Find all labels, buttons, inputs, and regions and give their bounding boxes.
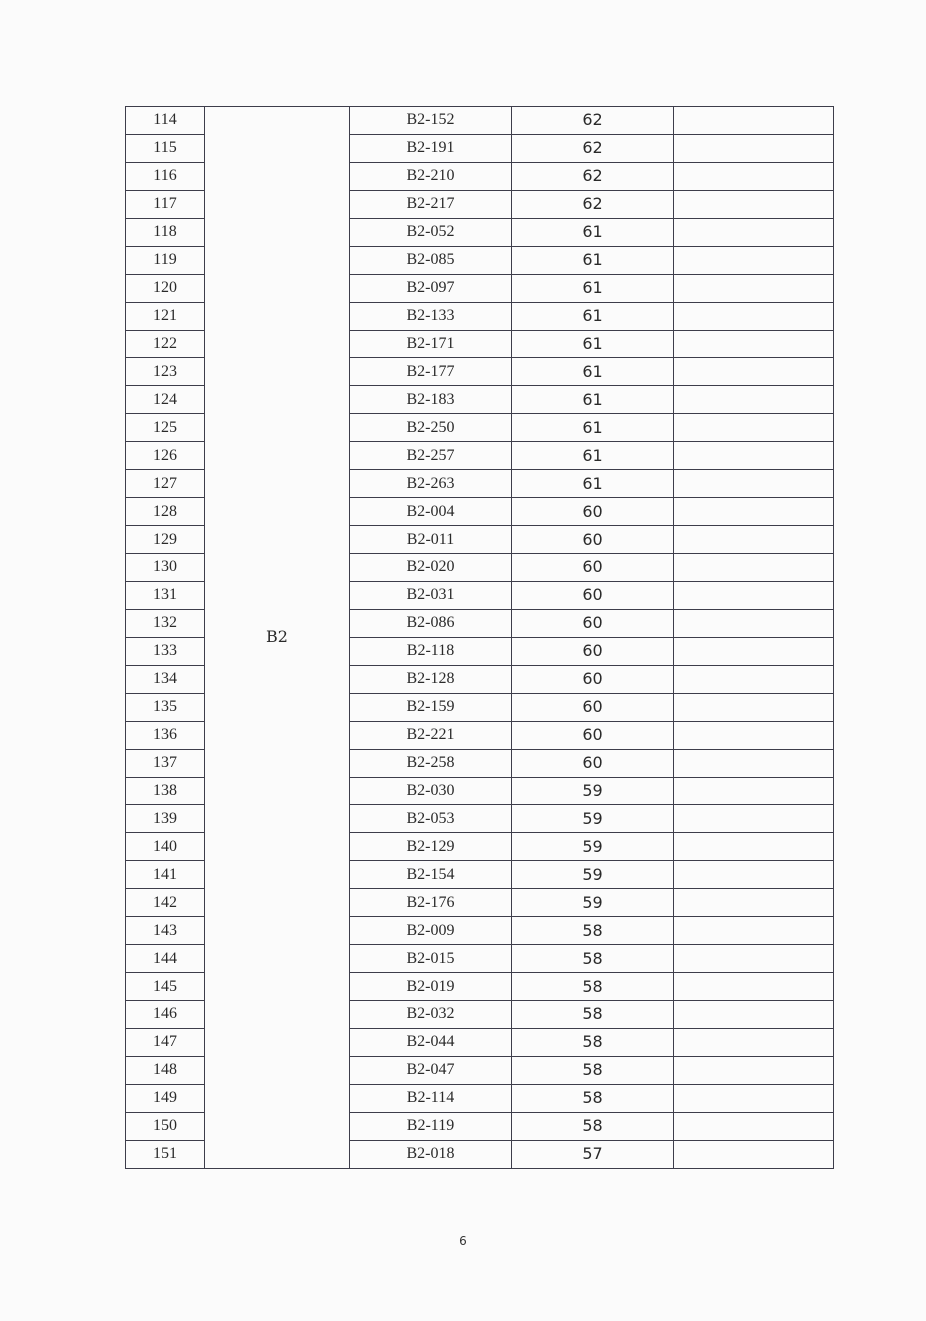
remarks-cell bbox=[674, 526, 834, 554]
row-number-cell: 125 bbox=[126, 414, 205, 442]
row-number-cell: 142 bbox=[126, 889, 205, 917]
candidate-code-cell: B2-019 bbox=[350, 973, 512, 1001]
remarks-cell bbox=[674, 945, 834, 973]
row-number-cell: 149 bbox=[126, 1084, 205, 1112]
candidate-code-cell: B2-030 bbox=[350, 777, 512, 805]
score-cell: 62 bbox=[512, 107, 674, 135]
score-cell: 58 bbox=[512, 973, 674, 1001]
candidate-code-cell: B2-133 bbox=[350, 302, 512, 330]
remarks-cell bbox=[674, 581, 834, 609]
row-number-cell: 138 bbox=[126, 777, 205, 805]
row-number-cell: 124 bbox=[126, 386, 205, 414]
candidate-code-cell: B2-258 bbox=[350, 749, 512, 777]
remarks-cell bbox=[674, 1140, 834, 1168]
row-number-cell: 143 bbox=[126, 917, 205, 945]
row-number-cell: 140 bbox=[126, 833, 205, 861]
candidate-code-cell: B2-250 bbox=[350, 414, 512, 442]
remarks-cell bbox=[674, 721, 834, 749]
score-cell: 58 bbox=[512, 1028, 674, 1056]
candidate-code-cell: B2-118 bbox=[350, 637, 512, 665]
score-cell: 58 bbox=[512, 945, 674, 973]
candidate-code-cell: B2-176 bbox=[350, 889, 512, 917]
remarks-cell bbox=[674, 302, 834, 330]
remarks-cell bbox=[674, 833, 834, 861]
remarks-cell bbox=[674, 442, 834, 470]
candidate-code-cell: B2-044 bbox=[350, 1028, 512, 1056]
row-number-cell: 144 bbox=[126, 945, 205, 973]
score-cell: 61 bbox=[512, 414, 674, 442]
score-cell: 59 bbox=[512, 777, 674, 805]
candidate-code-cell: B2-152 bbox=[350, 107, 512, 135]
score-cell: 62 bbox=[512, 190, 674, 218]
remarks-cell bbox=[674, 861, 834, 889]
score-cell: 60 bbox=[512, 637, 674, 665]
row-number-cell: 121 bbox=[126, 302, 205, 330]
row-number-cell: 150 bbox=[126, 1112, 205, 1140]
remarks-cell bbox=[674, 107, 834, 135]
row-number-cell: 137 bbox=[126, 749, 205, 777]
score-cell: 61 bbox=[512, 386, 674, 414]
candidate-code-cell: B2-263 bbox=[350, 470, 512, 498]
candidate-code-cell: B2-086 bbox=[350, 609, 512, 637]
page-number: 6 bbox=[459, 1234, 467, 1248]
score-cell: 61 bbox=[512, 442, 674, 470]
remarks-cell bbox=[674, 218, 834, 246]
row-number-cell: 133 bbox=[126, 637, 205, 665]
candidate-code-cell: B2-004 bbox=[350, 498, 512, 526]
candidate-code-cell: B2-114 bbox=[350, 1084, 512, 1112]
row-number-cell: 135 bbox=[126, 693, 205, 721]
score-cell: 61 bbox=[512, 330, 674, 358]
candidate-code-cell: B2-217 bbox=[350, 190, 512, 218]
remarks-cell bbox=[674, 637, 834, 665]
score-cell: 60 bbox=[512, 721, 674, 749]
candidate-code-cell: B2-129 bbox=[350, 833, 512, 861]
score-cell: 60 bbox=[512, 609, 674, 637]
remarks-cell bbox=[674, 162, 834, 190]
row-number-cell: 128 bbox=[126, 498, 205, 526]
score-cell: 58 bbox=[512, 917, 674, 945]
score-cell: 60 bbox=[512, 526, 674, 554]
remarks-cell bbox=[674, 665, 834, 693]
row-number-cell: 119 bbox=[126, 246, 205, 274]
row-number-cell: 123 bbox=[126, 358, 205, 386]
remarks-cell bbox=[674, 609, 834, 637]
candidate-code-cell: B2-052 bbox=[350, 218, 512, 246]
row-number-cell: 139 bbox=[126, 805, 205, 833]
row-number-cell: 115 bbox=[126, 134, 205, 162]
remarks-cell bbox=[674, 1001, 834, 1029]
score-cell: 62 bbox=[512, 162, 674, 190]
score-cell: 57 bbox=[512, 1140, 674, 1168]
score-cell: 61 bbox=[512, 470, 674, 498]
remarks-cell bbox=[674, 554, 834, 582]
candidate-code-cell: B2-191 bbox=[350, 134, 512, 162]
row-number-cell: 120 bbox=[126, 274, 205, 302]
row-number-cell: 146 bbox=[126, 1001, 205, 1029]
remarks-cell bbox=[674, 749, 834, 777]
remarks-cell bbox=[674, 1056, 834, 1084]
candidate-code-cell: B2-210 bbox=[350, 162, 512, 190]
score-cell: 60 bbox=[512, 665, 674, 693]
table-row bbox=[126, 107, 834, 135]
remarks-cell bbox=[674, 498, 834, 526]
remarks-cell bbox=[674, 246, 834, 274]
score-cell: 59 bbox=[512, 889, 674, 917]
candidate-code-cell: B2-053 bbox=[350, 805, 512, 833]
row-number-cell: 127 bbox=[126, 470, 205, 498]
candidate-code-cell: B2-177 bbox=[350, 358, 512, 386]
remarks-cell bbox=[674, 693, 834, 721]
remarks-cell bbox=[674, 414, 834, 442]
candidate-code-cell: B2-009 bbox=[350, 917, 512, 945]
remarks-cell bbox=[674, 386, 834, 414]
candidate-code-cell: B2-018 bbox=[350, 1140, 512, 1168]
score-cell: 60 bbox=[512, 693, 674, 721]
row-number-cell: 148 bbox=[126, 1056, 205, 1084]
row-number-cell: 141 bbox=[126, 861, 205, 889]
row-number-cell: 147 bbox=[126, 1028, 205, 1056]
candidate-code-cell: B2-047 bbox=[350, 1056, 512, 1084]
candidate-code-cell: B2-171 bbox=[350, 330, 512, 358]
remarks-cell bbox=[674, 190, 834, 218]
score-cell: 60 bbox=[512, 581, 674, 609]
candidate-code-cell: B2-221 bbox=[350, 721, 512, 749]
row-number-cell: 132 bbox=[126, 609, 205, 637]
row-number-cell: 129 bbox=[126, 526, 205, 554]
candidate-code-cell: B2-154 bbox=[350, 861, 512, 889]
results-table bbox=[125, 106, 834, 1169]
candidate-code-cell: B2-020 bbox=[350, 554, 512, 582]
score-cell: 61 bbox=[512, 218, 674, 246]
remarks-cell bbox=[674, 973, 834, 1001]
remarks-cell bbox=[674, 1084, 834, 1112]
row-number-cell: 151 bbox=[126, 1140, 205, 1168]
score-cell: 60 bbox=[512, 498, 674, 526]
score-cell: 61 bbox=[512, 358, 674, 386]
remarks-cell bbox=[674, 917, 834, 945]
row-number-cell: 126 bbox=[126, 442, 205, 470]
remarks-cell bbox=[674, 330, 834, 358]
remarks-cell bbox=[674, 134, 834, 162]
score-cell: 60 bbox=[512, 554, 674, 582]
candidate-code-cell: B2-011 bbox=[350, 526, 512, 554]
score-cell: 58 bbox=[512, 1084, 674, 1112]
candidate-code-cell: B2-159 bbox=[350, 693, 512, 721]
score-cell: 61 bbox=[512, 274, 674, 302]
row-number-cell: 134 bbox=[126, 665, 205, 693]
row-number-cell: 131 bbox=[126, 581, 205, 609]
score-cell: 62 bbox=[512, 134, 674, 162]
candidate-code-cell: B2-031 bbox=[350, 581, 512, 609]
row-number-cell: 116 bbox=[126, 162, 205, 190]
row-number-cell: 114 bbox=[126, 107, 205, 135]
remarks-cell bbox=[674, 470, 834, 498]
remarks-cell bbox=[674, 889, 834, 917]
candidate-code-cell: B2-119 bbox=[350, 1112, 512, 1140]
score-cell: 59 bbox=[512, 805, 674, 833]
score-cell: 61 bbox=[512, 246, 674, 274]
candidate-code-cell: B2-097 bbox=[350, 274, 512, 302]
candidate-code-cell: B2-183 bbox=[350, 386, 512, 414]
group-cell: B2 bbox=[205, 107, 350, 1169]
score-cell: 61 bbox=[512, 302, 674, 330]
candidate-code-cell: B2-085 bbox=[350, 246, 512, 274]
row-number-cell: 122 bbox=[126, 330, 205, 358]
remarks-cell bbox=[674, 274, 834, 302]
row-number-cell: 136 bbox=[126, 721, 205, 749]
score-cell: 58 bbox=[512, 1056, 674, 1084]
row-number-cell: 145 bbox=[126, 973, 205, 1001]
score-cell: 60 bbox=[512, 749, 674, 777]
remarks-cell bbox=[674, 777, 834, 805]
results-table-body bbox=[126, 107, 834, 1169]
remarks-cell bbox=[674, 1028, 834, 1056]
candidate-code-cell: B2-128 bbox=[350, 665, 512, 693]
remarks-cell bbox=[674, 1112, 834, 1140]
remarks-cell bbox=[674, 358, 834, 386]
row-number-cell: 118 bbox=[126, 218, 205, 246]
candidate-code-cell: B2-015 bbox=[350, 945, 512, 973]
score-cell: 58 bbox=[512, 1112, 674, 1140]
candidate-code-cell: B2-257 bbox=[350, 442, 512, 470]
score-cell: 58 bbox=[512, 1001, 674, 1029]
score-cell: 59 bbox=[512, 861, 674, 889]
candidate-code-cell: B2-032 bbox=[350, 1001, 512, 1029]
score-cell: 59 bbox=[512, 833, 674, 861]
row-number-cell: 117 bbox=[126, 190, 205, 218]
row-number-cell: 130 bbox=[126, 554, 205, 582]
remarks-cell bbox=[674, 805, 834, 833]
